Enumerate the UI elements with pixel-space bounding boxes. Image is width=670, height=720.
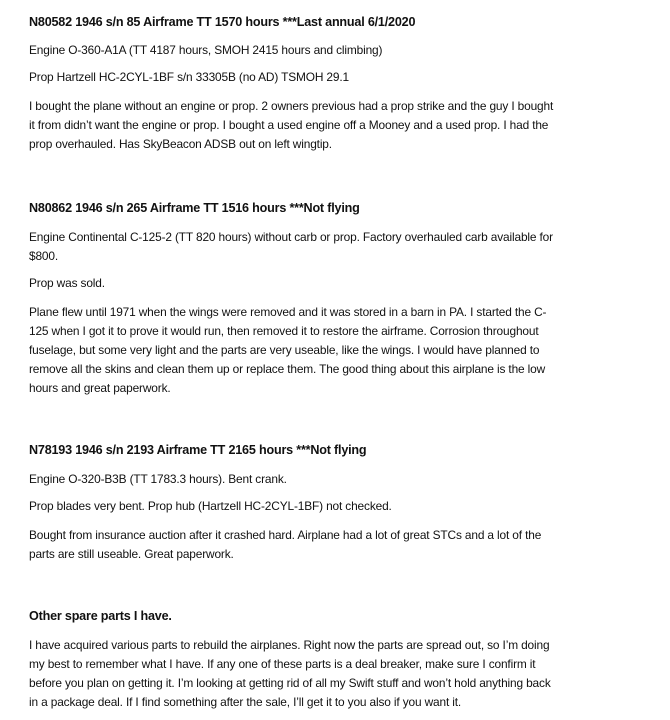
- paragraph-line: Engine O-360-A1A (TT 4187 hours, SMOH 2415 hours and climbing): [29, 43, 383, 57]
- section-heading: N80582 1946 s/n 85 Airframe TT 1570 hours ***Last annual 6/1/2020: [29, 15, 416, 29]
- paragraph-line: Prop Hartzell HC-2CYL-1BF s/n 33305B (no AD) TSMOH 29.1: [29, 70, 349, 84]
- paragraph-line: I have acquired various parts to rebuild the airplanes. Right now the parts are spread out, so I’m doing: [29, 638, 550, 652]
- paragraph-line: Prop blades very bent. Prop hub (Hartzell HC-2CYL-1BF) not checked.: [29, 499, 392, 513]
- paragraph-line: Bought from insurance auction after it crashed hard. Airplane had a lot of great STCs and a lot of the: [29, 528, 542, 542]
- paragraph-line: 125 when I got it to prove it would run, then removed it to restore the airframe. Corrosion throughout: [29, 324, 539, 338]
- paragraph-line: my best to remember what I have. If any one of these parts is a deal breaker, make sure I confirm it: [29, 657, 536, 671]
- paragraph-line: hours and great paperwork.: [29, 381, 171, 395]
- paragraph-line: in a package deal. If I find something after the sale, I’ll get it to you also if you want it.: [29, 695, 462, 709]
- paragraph-line: $800.: [29, 249, 59, 263]
- paragraph-line: Engine Continental C-125-2 (TT 820 hours) without carb or prop. Factory overhauled carb available for: [29, 230, 553, 244]
- paragraph-line: Plane flew until 1971 when the wings were removed and it was stored in a barn in PA. I started the C-: [29, 305, 547, 319]
- section-heading: N80862 1946 s/n 265 Airframe TT 1516 hours ***Not flying: [29, 201, 360, 215]
- paragraph-line: fuselage, but some very light and the parts are very useable, like the wings. I would have planned to: [29, 343, 540, 357]
- paragraph-line: it from didn’t want the engine or prop. I bought a used engine off a Mooney and a used prop. I had the: [29, 118, 549, 132]
- section-heading: Other spare parts I have.: [29, 609, 172, 623]
- paragraph-line: remove all the skins and clean them up or replace them. The good thing about this airplane is the low: [29, 362, 546, 376]
- paragraph-line: Engine O-320-B3B (TT 1783.3 hours). Bent crank.: [29, 472, 287, 486]
- paragraph-line: Prop was sold.: [29, 276, 105, 290]
- paragraph-line: prop overhauled. Has SkyBeacon ADSB out on left wingtip.: [29, 137, 332, 151]
- section-heading: N78193 1946 s/n 2193 Airframe TT 2165 hours ***Not flying: [29, 443, 367, 457]
- paragraph-line: parts are still useable. Great paperwork.: [29, 547, 234, 561]
- paragraph-line: I bought the plane without an engine or prop. 2 owners previous had a prop strike and the guy I bought: [29, 99, 554, 113]
- paragraph-line: before you plan on getting it. I’m looking at getting rid of all my Swift stuff and won’t hold anything back: [29, 676, 551, 690]
